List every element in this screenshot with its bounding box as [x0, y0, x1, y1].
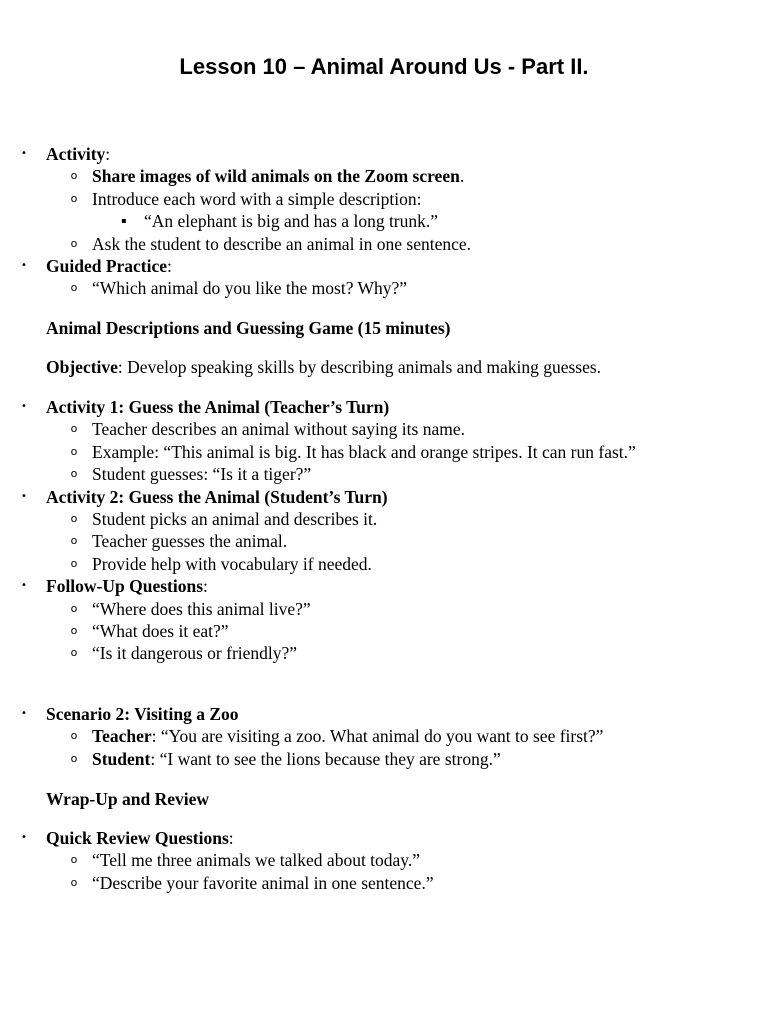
activity2-label: Activity 2: Guess the Animal (Student’s Turn) [46, 486, 388, 507]
circle-marker: o [70, 624, 78, 638]
circle-marker: o [70, 601, 78, 615]
scenario2-section [0, 703, 748, 770]
bullet-marker: • [21, 490, 27, 502]
bullet-marker: • [21, 708, 27, 719]
bullet-marker: • [21, 832, 27, 843]
followup-subitem-text: “Where does this animal live?” [92, 598, 311, 619]
review-subitem [0, 872, 748, 894]
objective-paragraph [46, 356, 601, 378]
followup-subitem-text: “Is it dangerous or friendly?” [92, 643, 298, 664]
followup-item [0, 575, 748, 597]
circle-marker: o [70, 191, 78, 205]
guided-practice-item [0, 255, 748, 277]
followup-colon: : [203, 576, 208, 597]
share-images-period: . [459, 166, 465, 187]
activity1-subitem [0, 463, 748, 485]
followup-label: Follow-Up Questions [46, 576, 204, 597]
elephant-example-text: “An elephant is big and has a long trunk.” [144, 211, 439, 232]
activity2-subitem-text: Provide help with vocabulary if needed. [92, 553, 372, 574]
share-images-item [0, 165, 748, 187]
activity1-subitem-text: Teacher describes an animal without saying its name. [92, 419, 465, 440]
guessing-game-heading: Animal Descriptions and Guessing Game (15 minutes) [46, 318, 451, 338]
circle-marker: o [70, 444, 78, 458]
wrapup-heading: Wrap-Up and Review [46, 789, 210, 809]
activity1-subitem-text: Example: “This animal is big. It has black and orange stripes. It can run fast.” [92, 441, 636, 462]
activity1-label: Activity 1: Guess the Animal (Teacher’s Turn) [46, 397, 390, 417]
circle-marker: o [70, 281, 78, 295]
circle-marker: o [70, 751, 78, 765]
followup-subitem [0, 598, 748, 620]
review-subitem-text: “Tell me three animals we talked about today.” [92, 850, 421, 871]
activity-label: Activity [46, 144, 106, 164]
circle-marker: o [70, 534, 78, 548]
circle-marker: o [70, 422, 78, 436]
ask-student-item [0, 233, 748, 255]
activity2-subitem-text: Teacher guesses the animal. [92, 531, 288, 552]
activity-section [0, 143, 748, 300]
bullet-marker: • [21, 580, 27, 592]
introduce-word-item [0, 188, 748, 210]
review-subitem-text: “Describe your favorite animal in one sentence.” [92, 872, 434, 893]
square-marker: ▪ [121, 216, 127, 226]
scenario2-teacher-item [0, 725, 748, 747]
circle-marker: o [70, 512, 78, 526]
activity1-subitem [0, 418, 748, 440]
activity2-subitem [0, 530, 748, 552]
activity2-subitem-text: Student picks an animal and describes it. [92, 509, 378, 530]
circle-marker: o [70, 467, 78, 481]
activity2-subitem [0, 553, 748, 575]
introduce-word-text: Introduce each word with a simple description: [92, 188, 422, 209]
review-subitem [0, 849, 748, 871]
elephant-example-item [0, 210, 748, 232]
objective-label: Objective [46, 357, 118, 377]
teacher-text: : “You are visiting a zoo. What animal do you want to see first?” [151, 726, 604, 747]
scenario2-item [0, 703, 748, 725]
document-title: Lesson 10 – Animal Around Us - Part II. [179, 54, 589, 79]
review-item [0, 827, 748, 849]
activity2-subitem [0, 508, 748, 530]
activity1-item [0, 396, 748, 418]
review-label: Quick Review Questions [46, 828, 229, 848]
activity-colon: : [105, 144, 111, 164]
circle-marker: o [70, 875, 78, 889]
circle-marker: o [70, 853, 78, 867]
followup-subitem-text: “What does it eat?” [92, 621, 229, 642]
circle-marker: o [70, 169, 78, 183]
objective-text: : Develop speaking skills by describing animals and making guesses. [117, 357, 602, 377]
guided-practice-label: Guided Practice [46, 256, 168, 277]
followup-subitem [0, 642, 748, 664]
activity1-subitem [0, 441, 748, 463]
review-colon: : [228, 828, 234, 848]
which-animal-item [0, 277, 748, 299]
ask-student-text: Ask the student to describe an animal in one sentence. [92, 233, 472, 254]
activity2-item [0, 486, 748, 508]
scenario2-student-item [0, 748, 748, 770]
which-animal-text: “Which animal do you like the most? Why?” [92, 278, 408, 299]
activities-section [0, 396, 748, 665]
activity-bullet-item [0, 143, 748, 165]
review-section [0, 827, 748, 894]
student-text: : “I want to see the lions because they are strong.” [150, 748, 501, 769]
bullet-marker: • [21, 148, 27, 159]
circle-marker: o [70, 646, 78, 660]
activity1-subitem-text: Student guesses: “Is it a tiger?” [92, 464, 312, 485]
bullet-marker: • [21, 401, 27, 412]
circle-marker: o [70, 236, 78, 250]
student-label: Student [92, 748, 151, 769]
bullet-marker: • [21, 260, 27, 272]
guided-practice-colon: : [167, 256, 172, 277]
circle-marker: o [70, 729, 78, 743]
teacher-label: Teacher [92, 726, 152, 747]
scenario2-label: Scenario 2: Visiting a Zoo [46, 704, 239, 724]
circle-marker: o [70, 556, 78, 570]
followup-subitem [0, 620, 748, 642]
share-images-text: Share images of wild animals on the Zoom screen [92, 166, 460, 187]
